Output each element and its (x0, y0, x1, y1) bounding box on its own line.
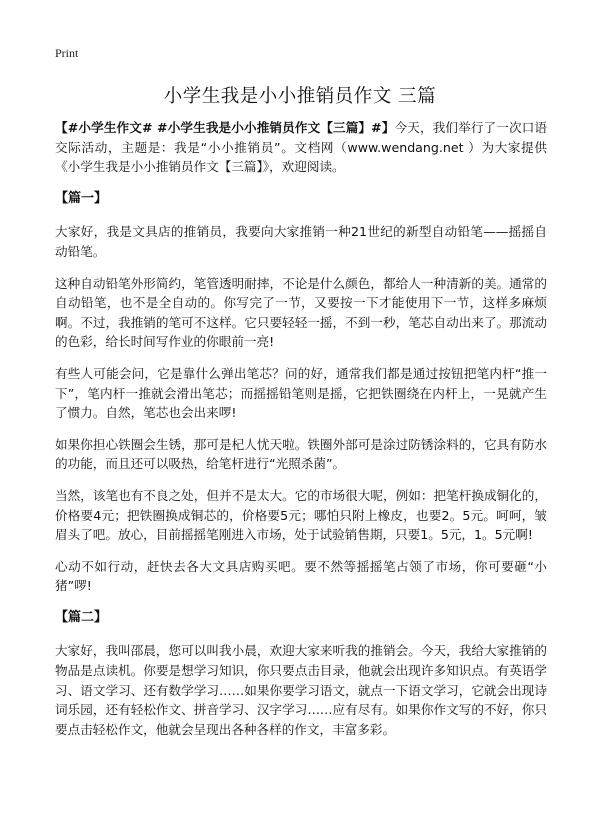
section-1-paragraph-5: 当然，该笔也有不良之处，但并不是太大。它的市场很大呢，例如：把笔杆换成铜化的，价格要4元；把铁圈换成铜芯的，价格要5元；哪怕只附上橡皮，也要2。5元。呵呵，皱眉头了吧。放心，目前摇摇笔刚进入市场，处于试验销售期，只要1。5元，1。5元啊! (55, 487, 547, 543)
section-1-paragraph-3: 有些人可能会问，它是靠什么弹出笔芯？问的好，通常我们都是通过按钮把笔内杆“推一下”，笔内杆一推就会滑出笔芯；而摇摇铅笔则是摇，它把铁圈绕在内杆上，一晃就产生了惯力。自然，笔芯也会出来啰! (55, 365, 547, 421)
section-2-paragraph-1: 大家好，我叫邵晨，您可以叫我小晨，欢迎大家来听我的推销会。今天，我给大家推销的物品是点读机。你要是想学习知识，你只要点击目录，他就会出现许多知识点。有英语学习、语文学习、还有数学学习……如果你要学习语文，就点一下语文学习，它就会出现诗词乐园，还有轻松作文、拼音学习、汉字学习……应有尽有。如果你作文写的不好，你只要点击轻松作文，他就会呈现出各种各样的作文，丰富多彩。 (55, 643, 547, 737)
intro-tags: 【#小学生作文# #小学生我是小小推销员作文【三篇】#】 (55, 120, 395, 135)
section-heading-1: 【篇一】 (55, 190, 108, 206)
section-1-paragraph-4: 如果你担心铁圈会生锈，那可是杞人忧天啦。铁圈外部可是涂过防锈涂料的，它具有防水的功能，而且还可以吸热，给笔杆进行“光照杀菌”。 (55, 436, 547, 472)
print-label: Print (55, 46, 79, 60)
article-body (55, 118, 547, 751)
section-1-paragraph-6: 心动不如行动，赶快去各大文具店购买吧。要不然等摇摇笔占领了市场，你可要砸“小猪”啰! (55, 558, 547, 594)
section-1-paragraph-1: 大家好，我是文具店的推销员，我要向大家推销一种21世纪的新型自动铅笔——摇摇自动铅笔。 (55, 224, 547, 259)
section-1-paragraph-2: 这种自动铅笔外形简约，笔管透明耐摔，不论是什么颜色，都给人一种清新的美。通常的自动铅笔，也不是全自动的。你写完了一节，又要按一下才能使用下一节，这样多麻烦啊。不过，我推销的笔可不这样。它只要轻轻一摇，不到一秒，笔芯自动出来了。那流动的色彩，给长时间写作业的你眼前一亮! (55, 275, 547, 350)
intro-paragraph (55, 118, 547, 177)
intro-text: 今天，我们举行了一次口语交际活动，主题是：我是“小小推销员”。文档网（www.wendang.net ）为大家提供《小学生我是小小推销员作文【三篇】》，欢迎阅读。 (55, 120, 548, 175)
section-heading-2: 【篇二】 (55, 609, 108, 625)
page-title: 小学生我是小小推销员作文 三篇 (163, 86, 437, 107)
